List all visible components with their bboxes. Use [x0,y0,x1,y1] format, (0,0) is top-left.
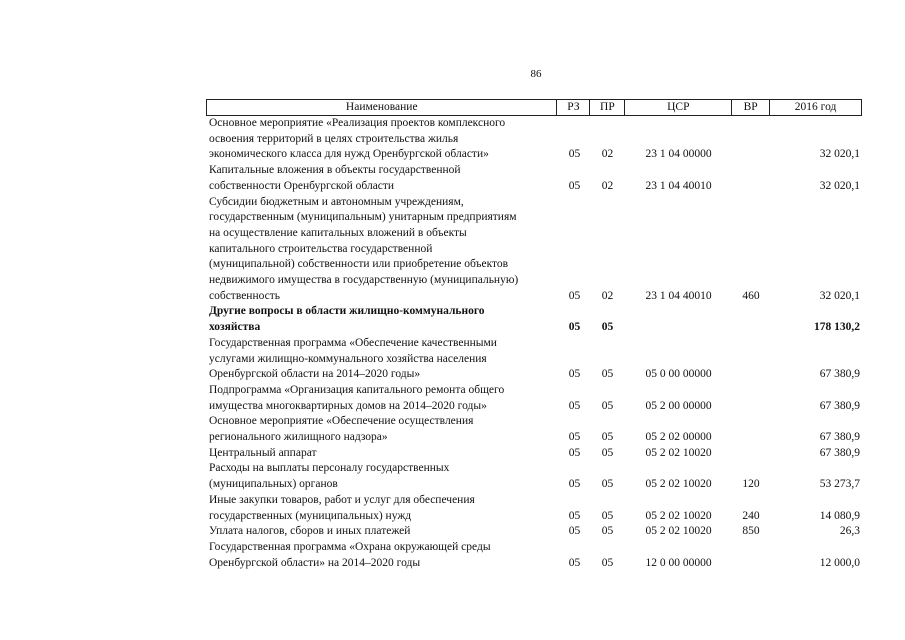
table-row [206,304,862,335]
row-csr: 05 2 02 10020 [645,478,712,491]
row-name: Основное мероприятие «Обеспечение осуществления регионального жилищного надзора» [209,415,474,444]
row-vr: 850 [742,525,760,538]
row-amount: 14 080,9 [819,509,860,522]
budget-table [206,99,862,571]
row-name: Иные закупки товаров, работ и услуг для обеспечения государственных (муниципальных) нужд [209,493,475,522]
row-rz: 05 [568,179,581,192]
row-pr: 02 [601,179,614,192]
row-amount: 32 020,1 [819,148,860,161]
row-rz: 05 [568,478,581,491]
row-csr: 05 2 02 10020 [645,446,712,459]
row-csr: 23 1 04 40010 [645,289,712,302]
row-rz: 05 [568,399,581,412]
page-number: 86 [530,68,542,80]
row-pr: 05 [601,525,614,538]
header-name: Наименование [207,100,557,115]
row-name: Субсидии бюджетным и автономным учреждениям, государственным (муниципальным) унитарным предприятиям на осуществление капитальных вложений в объекты капитального строительства государственной (муниципальной) собственности или приобретение объектов недвижимого имущества в государственную (муниципальную) собственность [209,195,519,302]
row-vr: 460 [742,289,760,302]
row-amount: 67 380,9 [819,399,860,412]
header-year: 2016 год [770,100,862,115]
row-name: Другие вопросы в области жилищно-коммунального хозяйства [209,305,485,334]
row-amount: 67 380,9 [819,446,860,459]
row-amount: 26,3 [839,525,860,538]
row-amount: 178 130,2 [814,321,860,334]
row-pr: 05 [601,399,614,412]
row-name: Подпрограмма «Организация капитального ремонта общего имущества многоквартирных домов на 2014–2020 годы» [209,383,505,412]
row-name: Основное мероприятие «Реализация проектов комплексного освоения территорий в целях строительства жилья экономического класса для нужд Оренбургской области» [209,117,506,161]
row-rz: 05 [568,431,581,444]
header-vr: ВР [732,100,770,115]
row-csr: 23 1 04 40010 [645,179,712,192]
row-name: Капитальные вложения в объекты государственной собственности Оренбургской области [209,164,461,192]
row-rz: 05 [568,509,581,522]
table-row [206,446,862,462]
table-row [206,540,862,571]
row-rz: 05 [568,368,581,381]
row-rz: 05 [568,289,581,302]
row-csr: 05 2 02 00000 [645,431,712,444]
row-csr: 05 2 00 00000 [645,399,712,412]
row-rz: 05 [568,148,581,161]
row-csr: 12 0 00 00000 [645,556,712,569]
row-csr: 23 1 04 00000 [645,148,712,161]
header-pr: ПР [590,100,625,115]
row-amount: 53 273,7 [819,478,860,491]
row-amount: 32 020,1 [819,289,860,302]
row-pr: 05 [601,556,614,569]
row-rz: 05 [568,446,581,459]
row-name: Центральный аппарат [209,446,317,459]
row-amount: 32 020,1 [819,179,860,192]
row-vr: 120 [742,478,760,491]
row-amount: 67 380,9 [819,431,860,444]
row-pr: 05 [601,321,614,334]
table-row [206,493,862,524]
table-row [206,163,862,194]
row-csr: 05 0 00 00000 [645,368,712,381]
row-amount: 67 380,9 [819,368,860,381]
row-csr: 05 2 02 10020 [645,509,712,522]
row-name: Государственная программа «Охрана окружающей среды Оренбургской области» на 2014–2020 годы [209,540,491,569]
row-csr: 05 2 02 10020 [645,525,712,538]
table-row [206,414,862,445]
row-pr: 05 [601,431,614,444]
header-csr: ЦСР [625,100,732,115]
row-rz: 05 [568,556,581,569]
row-pr: 05 [601,509,614,522]
table-row [206,524,862,540]
row-rz: 05 [568,525,581,538]
row-vr: 240 [742,509,760,522]
header-rz: РЗ [557,100,590,115]
row-pr: 05 [601,368,614,381]
table-row [206,461,862,492]
row-name: Расходы на выплаты персоналу государственных (муниципальных) органов [209,462,450,491]
table-row [206,336,862,383]
row-pr: 02 [601,289,614,302]
table-row [206,116,862,163]
row-name: Государственная программа «Обеспечение качественными услугами жилищно-коммунального хозяйства населения Оренбургской области на 2014–2020 годы» [209,336,497,381]
table-row [206,195,862,305]
table-body [206,116,862,571]
row-amount: 12 000,0 [819,556,860,569]
row-rz: 05 [568,321,581,334]
table-row [206,383,862,414]
table-header [206,99,862,116]
row-pr: 02 [601,148,614,161]
row-pr: 05 [601,446,614,459]
row-name: Уплата налогов, сборов и иных платежей [209,525,411,538]
row-pr: 05 [601,478,614,491]
